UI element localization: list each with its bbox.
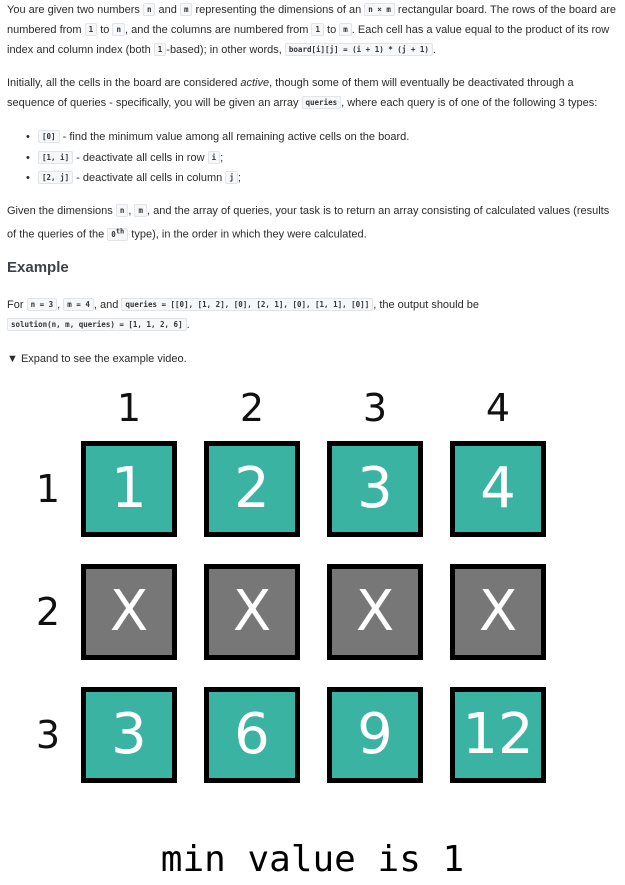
board-cell-active: 12 — [450, 687, 546, 783]
inline-code: solution(n, m, queries) = [1, 1, 2, 6] — [7, 318, 187, 331]
inline-code: j — [225, 171, 238, 184]
text-run: to — [97, 24, 113, 36]
inline-code: 1 — [85, 23, 98, 36]
row-label-3: 3 — [35, 713, 61, 757]
inline-code: n = 3 — [27, 298, 58, 311]
video-caption: min value is 1 — [160, 839, 465, 880]
text-run: , — [128, 205, 135, 217]
column-label-1: 1 — [116, 386, 142, 430]
inline-code: [1, i] — [38, 151, 73, 164]
column-label-4: 4 — [485, 386, 511, 430]
board-cell-active: 3 — [327, 441, 423, 537]
inline-code: queries — [302, 96, 342, 109]
inline-code-formula: board[i][j] = (i + 1) * (j + 1) — [285, 43, 433, 56]
example-paragraph — [7, 295, 619, 335]
board-cell-active: 6 — [204, 687, 300, 783]
expand-video-toggle[interactable] — [7, 349, 187, 369]
board-cell-active: 2 — [204, 441, 300, 537]
list-item-query-type-0 — [7, 127, 619, 148]
text-run: ; — [220, 151, 224, 164]
text-run: , where each query is of one of the following 3 types: — [341, 97, 598, 109]
text-run: rectangular board. The rows of the board are numbered from — [7, 4, 617, 36]
text-run: . — [186, 319, 190, 331]
superscript: th — [115, 227, 125, 235]
text-run: ; — [237, 172, 241, 184]
text-run: You are given two numbers — [7, 4, 143, 16]
board-cell-deactivated: X — [327, 564, 423, 660]
board-cell-active: 3 — [81, 687, 177, 783]
example-heading: Example — [7, 259, 69, 276]
inline-code: m — [180, 3, 193, 16]
inline-code: m = 4 — [63, 298, 94, 311]
column-label-3: 3 — [362, 386, 388, 430]
text-run: , and the array of queries, your task is to return an array consisting of calculated values (results of the queries of the — [7, 205, 610, 241]
inline-code: [2, j] — [38, 171, 73, 184]
row-label-2: 2 — [35, 590, 61, 634]
inline-code: m — [339, 23, 352, 36]
inline-code: m — [134, 204, 147, 217]
board-cell-deactivated: X — [81, 564, 177, 660]
inline-code: 1 — [311, 23, 324, 36]
row-label-1: 1 — [35, 467, 61, 511]
task-paragraph — [7, 201, 619, 245]
inline-code: [0] — [38, 130, 60, 143]
list-item-query-type-1 — [7, 148, 619, 169]
text-run: . Each cell has a value equal to the product of its row index and column index (both — [7, 24, 610, 56]
queries-intro-paragraph — [7, 73, 619, 113]
text-run: - find the minimum value among all remaining active cells on the board. — [59, 131, 410, 143]
text-run: -based); in other words, — [166, 44, 285, 56]
text-run: . — [432, 44, 436, 56]
text-run: type), in the order in which they were calculated. — [128, 228, 367, 241]
text-run: - deactivate all cells in row — [73, 151, 208, 164]
list-item-query-type-2 — [7, 168, 619, 189]
inline-code: 1 — [154, 43, 167, 56]
text-run: 0 — [111, 229, 116, 239]
inline-code: n — [116, 204, 129, 217]
text-run: to — [323, 24, 340, 36]
inline-code: n × m — [364, 3, 395, 16]
text-run: Given the dimensions — [7, 205, 116, 217]
emphasis-text: active — [240, 77, 270, 89]
example-video-frame — [0, 372, 625, 885]
text-run: Initially, all the cells in the board are considered — [7, 77, 241, 89]
board-cell-active: 9 — [327, 687, 423, 783]
text-run: and — [155, 4, 180, 16]
board-cell-active: 4 — [450, 441, 546, 537]
board-description-paragraph — [7, 0, 619, 60]
triangle-down-icon: ▼ — [7, 353, 18, 365]
text-run: - deactivate all cells in column — [73, 172, 226, 184]
text-run: For — [7, 299, 27, 311]
inline-code: queries = [[0], [1, 2], [0], [2, 1], [0], [1, 1], [0]] — [121, 298, 373, 311]
inline-code-0th — [107, 228, 128, 241]
text-run: , the output should be — [373, 299, 480, 311]
inline-code: n — [112, 23, 125, 36]
query-types-list — [7, 127, 619, 189]
column-label-2: 2 — [239, 386, 265, 430]
expand-label: Expand to see the example video. — [17, 353, 187, 365]
text-run: , and the columns are numbered from — [124, 24, 312, 36]
text-run: , though some of them will eventually be deactivated through a sequence of queries - specifically, you will be given an array — [7, 77, 574, 109]
board-cell-active: 1 — [81, 441, 177, 537]
text-run: , — [57, 299, 64, 311]
text-run: representing the dimensions of an — [192, 4, 365, 16]
inline-code: n — [143, 3, 156, 16]
board-cell-deactivated: X — [450, 564, 546, 660]
text-run: , and — [93, 299, 122, 311]
inline-code: i — [208, 151, 221, 164]
board-cell-deactivated: X — [204, 564, 300, 660]
